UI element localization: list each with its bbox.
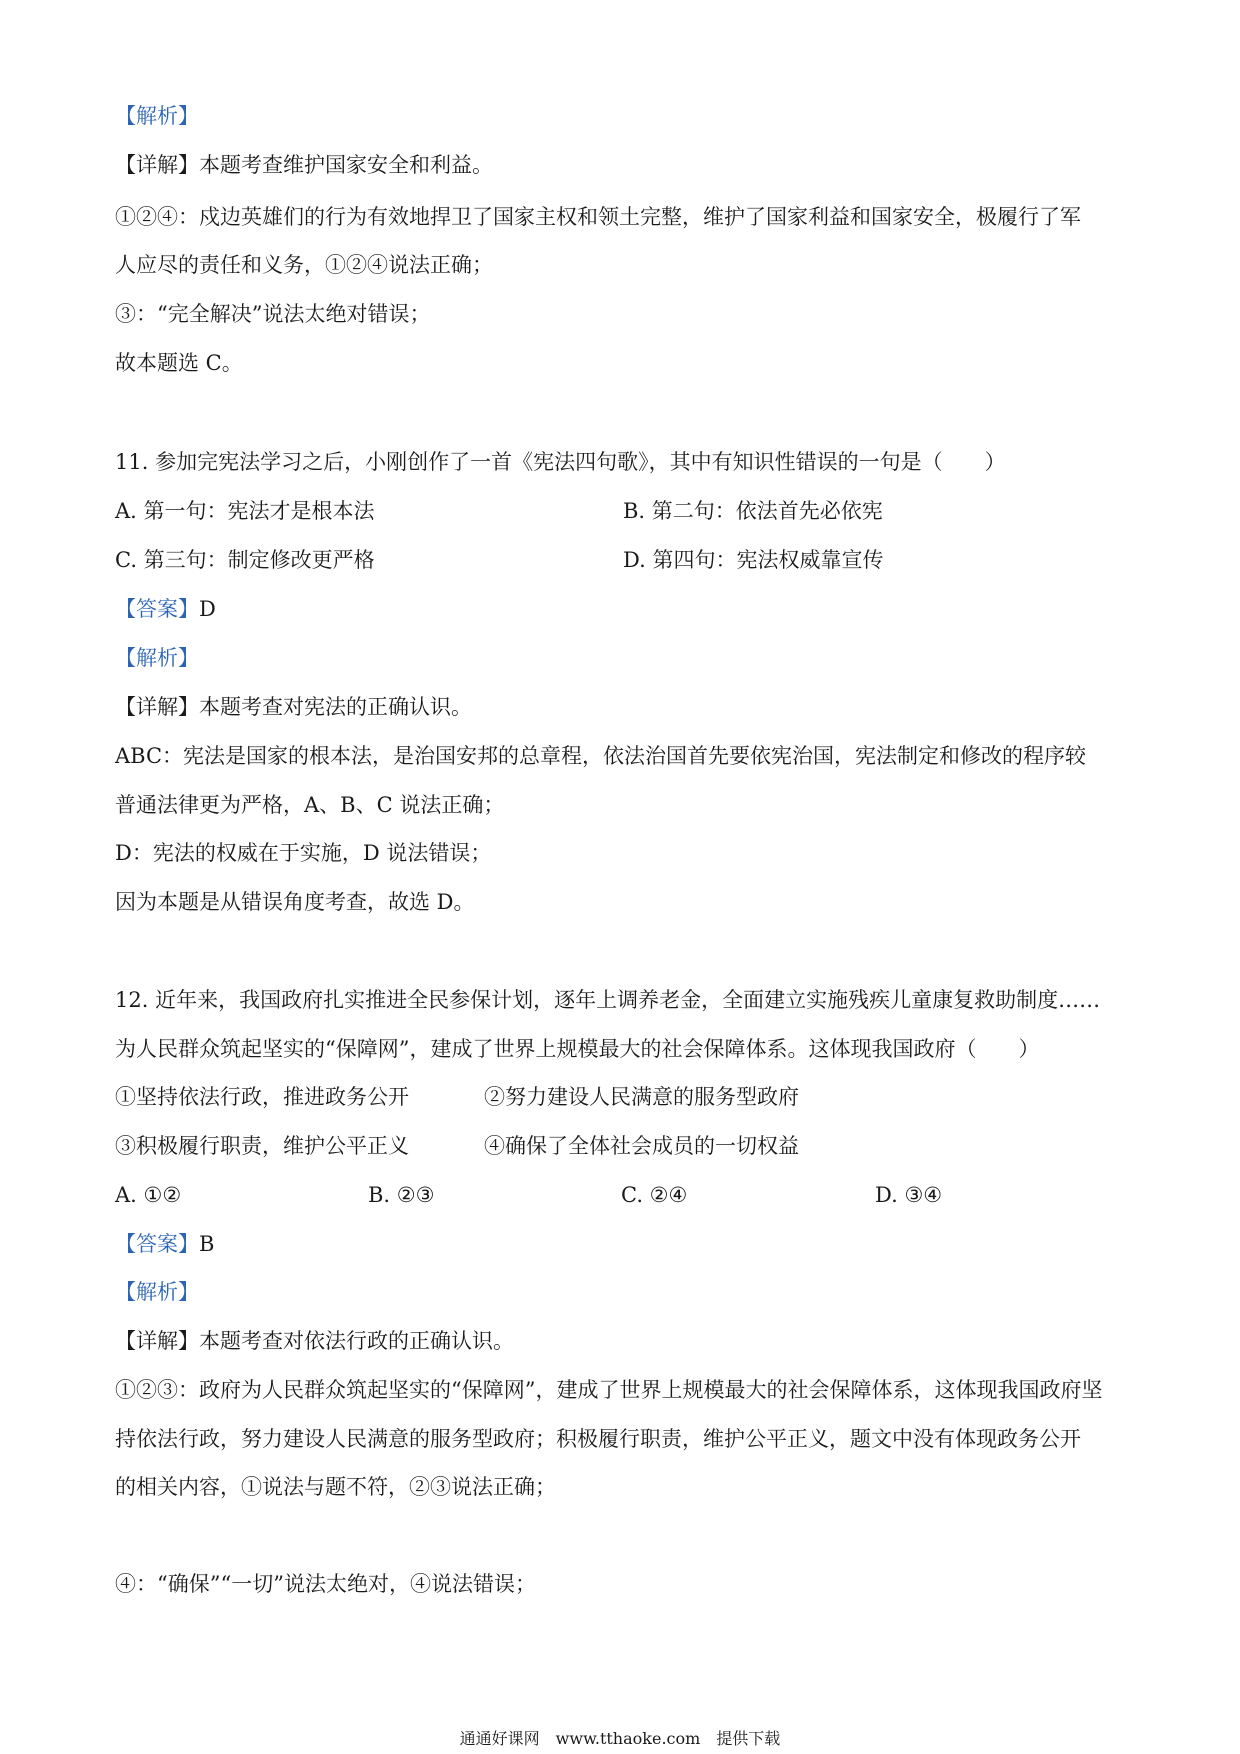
- q11-answer: [115, 595, 216, 623]
- q12-option-b: B. ②③: [368, 1183, 435, 1207]
- analysis-heading: 【解析】: [115, 1280, 199, 1304]
- q12-item-1: ①坚持依法行政，推进政务公开: [115, 1085, 409, 1109]
- analysis-line: 因为本题是从错误角度考查，故选 D。: [115, 890, 475, 914]
- analysis-line: 普通法律更为严格，A、B、C 说法正确；: [115, 793, 505, 817]
- analysis-heading: 【解析】: [115, 646, 199, 670]
- detail-text: 【详解】本题考查维护国家安全和利益。: [115, 153, 493, 177]
- q11-option-d: D. 第四句：宪法权威靠宣传: [623, 548, 884, 572]
- q12-item-4: ④确保了全体社会成员的一切权益: [484, 1134, 799, 1158]
- q12-item-3: ③积极履行职责，维护公平正义: [115, 1134, 409, 1158]
- q12-option-d: D. ③④: [875, 1183, 943, 1207]
- analysis-line: 故本题选 C。: [115, 351, 243, 375]
- answer-tag: 【答案】: [115, 1232, 199, 1256]
- detail-text: 【详解】本题考查对宪法的正确认识。: [115, 695, 472, 719]
- q11-option-c: C. 第三句：制定修改更严格: [115, 548, 375, 572]
- answer-value: B: [199, 1232, 215, 1256]
- analysis-line: ③：“完全解决”说法太绝对错误；: [115, 302, 431, 326]
- question-12-stem-1: 12. 近年来，我国政府扎实推进全民参保计划，逐年上调养老金，全面建立实施残疾儿童康复救助制度……: [115, 988, 1101, 1012]
- analysis-line: 持依法行政，努力建设人民满意的服务型政府；积极履行职责，维护公平正义，题文中没有体现政务公开: [115, 1427, 1081, 1451]
- answer-tag: 【答案】: [115, 597, 199, 621]
- q12-answer: [115, 1230, 214, 1258]
- analysis-line: ①②④：戍边英雄们的行为有效地捍卫了国家主权和领土完整，维护了国家利益和国家安全，极履行了军: [115, 205, 1081, 229]
- analysis-line: ABC：宪法是国家的根本法，是治国安邦的总章程，依法治国首先要依宪治国，宪法制定和修改的程序较: [115, 744, 1087, 768]
- q11-option-a: A. 第一句：宪法才是根本法: [115, 499, 375, 523]
- answer-value: D: [199, 597, 216, 621]
- analysis-line: 的相关内容，①说法与题不符，②③说法正确；: [115, 1475, 556, 1499]
- detail-text: 【详解】本题考查对依法行政的正确认识。: [115, 1329, 514, 1353]
- q12-option-c: C. ②④: [621, 1183, 688, 1207]
- q12-option-a: A. ①②: [115, 1183, 182, 1207]
- page-footer: 通通好课网 www.tthaoke.com 提供下载: [459, 1729, 781, 1748]
- q12-item-2: ②努力建设人民满意的服务型政府: [484, 1085, 799, 1109]
- analysis-line: 人应尽的责任和义务，①②④说法正确；: [115, 253, 493, 277]
- question-12-stem-2: 为人民群众筑起坚实的“保障网”，建成了世界上规模最大的社会保障体系。这体现我国政府（ ）: [115, 1037, 1040, 1061]
- q11-option-b: B. 第二句：依法首先必依宪: [623, 499, 883, 523]
- question-11-stem: 11. 参加完宪法学习之后，小刚创作了一首《宪法四句歌》，其中有知识性错误的一句是（ ）: [115, 450, 1006, 474]
- analysis-heading: 【解析】: [115, 104, 199, 128]
- analysis-line: D：宪法的权威在于实施，D 说法错误；: [115, 841, 492, 865]
- analysis-line: ④：“确保”“一切”说法太绝对，④说法错误；: [115, 1572, 536, 1596]
- analysis-line: ①②③：政府为人民群众筑起坚实的“保障网”，建成了世界上规模最大的社会保障体系，这体现我国政府坚: [115, 1378, 1103, 1402]
